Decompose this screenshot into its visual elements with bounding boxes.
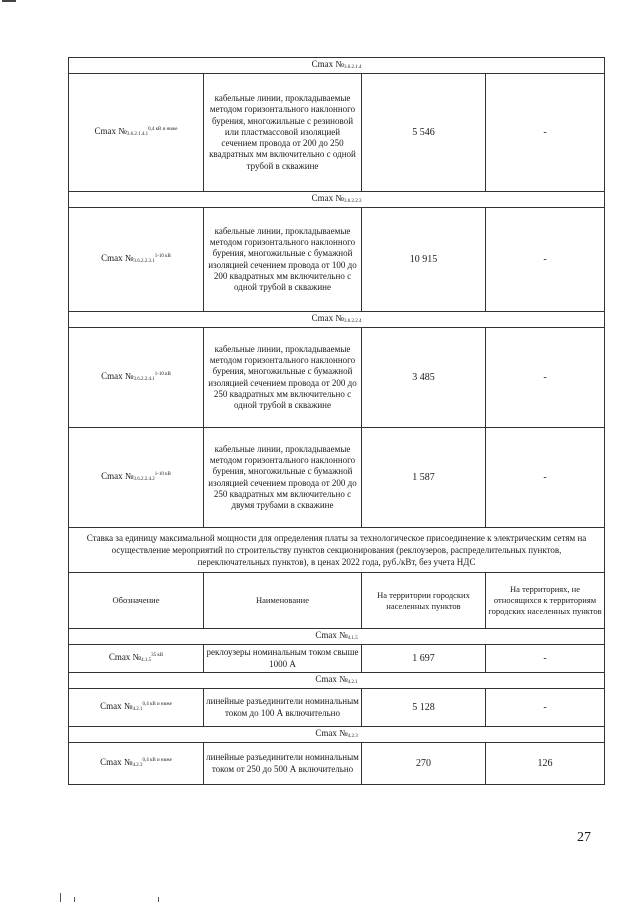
table-title: Ставка за единицу максимальной мощности для определения платы за технологическое присоединение к электрическим сетям на осуществление мероприятий по строительству пунктов секционирования (реклоузеров, распределительных пунктов, переключательных пунктов), в ценах 2022 года, руб./кВт, без учета НДС [69,528,605,573]
name-cell: кабельные линии, прокладываемые методом горизонтального наклонного бурения, многожильные с резиновой или пластмассовой изоляцией сечением провода от 200 до 250 квадратных мм включительно с одной трубой в скважине [204,74,362,192]
designation-cell: Cmax $№4.1.5^{35 кВ}$ [69,645,204,673]
designation-cell: Cmax $№4.2.1^{0,4 кВ и ниже}$ [69,689,204,727]
header-row [69,573,605,629]
urban-value: 3 485 [362,328,486,428]
rural-value: - [486,645,605,673]
urban-value: 10 915 [362,208,486,312]
section-label: Cmax №3.6.2.2.3 [69,192,605,208]
header-designation: Обозначение [69,573,204,629]
designation-cell: Cmax $№3.6.2.2.4.1^{1-10 кВ}$ [69,328,204,428]
scan-mark [74,897,75,902]
section-row [69,727,605,743]
name-cell: линейные разъединители номинальным током до 100 А включительно [204,689,362,727]
header-urban: На территории городских населенных пунктов [362,573,486,629]
section-row [69,673,605,689]
section-label: Cmax №3.6.2.1.4 [69,58,605,74]
tariff-table [68,57,605,785]
urban-value: 270 [362,743,486,785]
header-name: Наименование [204,573,362,629]
section-label: Cmax №3.6.2.2.4 [69,312,605,328]
page-number: 27 [577,830,591,845]
name-cell: кабельные линии, прокладываемые методом горизонтального наклонного бурения, многожильные с бумажной изоляцией сечением провода от 200 до 250 квадратных мм включительно с двумя трубами в скважине [204,428,362,528]
section-row [69,192,605,208]
section-label: Cmax №4.2.1 [69,673,605,689]
section-row [69,312,605,328]
name-cell: кабельные линии, прокладываемые методом горизонтального наклонного бурения, многожильные с бумажной изоляцией сечением провода от 100 до 200 квадратных мм включительно с одной трубой в скважине [204,208,362,312]
urban-value: 1 587 [362,428,486,528]
table-row [69,328,605,428]
rural-value: - [486,689,605,727]
urban-value: 5 128 [362,689,486,727]
table-row [69,689,605,727]
rural-value: - [486,74,605,192]
designation-cell: Cmax $№4.2.3^{0,4 кВ и ниже}$ [69,743,204,785]
urban-value: 5 546 [362,74,486,192]
table-row [69,74,605,192]
designation-cell: Cmax $№3.6.2.2.3.1^{1-10 кВ}$ [69,208,204,312]
urban-value: 1 697 [362,645,486,673]
name-cell: линейные разъединители номинальным током от 250 до 500 А включительно [204,743,362,785]
section-label: Cmax №4.2.3 [69,727,605,743]
rural-value: - [486,328,605,428]
section-row [69,629,605,645]
table-title-row [69,528,605,573]
designation-cell: Cmax $№3.6.2.2.4.2^{1-10 кВ}$ [69,428,204,528]
rural-value: 126 [486,743,605,785]
name-cell: реклоузеры номинальным током свыше 1000 А [204,645,362,673]
table-row [69,645,605,673]
table-row [69,208,605,312]
section-label: Cmax №4.1.5 [69,629,605,645]
header-rural: На территориях, не относящихся к территориям городских населенных пунктов [486,573,605,629]
designation-cell: Cmax $№3.6.2.1.4.1^{0,4 кВ и ниже}$ [69,74,204,192]
scan-mark [158,897,159,902]
name-cell: кабельные линии, прокладываемые методом горизонтального наклонного бурения, многожильные с бумажной изоляцией сечением провода от 200 до 250 квадратных мм включительно с одной трубой в скважине [204,328,362,428]
rural-value: - [486,208,605,312]
corner-mark [2,0,16,2]
rural-value: - [486,428,605,528]
table-row [69,743,605,785]
scan-mark [60,893,61,902]
table-row [69,428,605,528]
section-row [69,58,605,74]
